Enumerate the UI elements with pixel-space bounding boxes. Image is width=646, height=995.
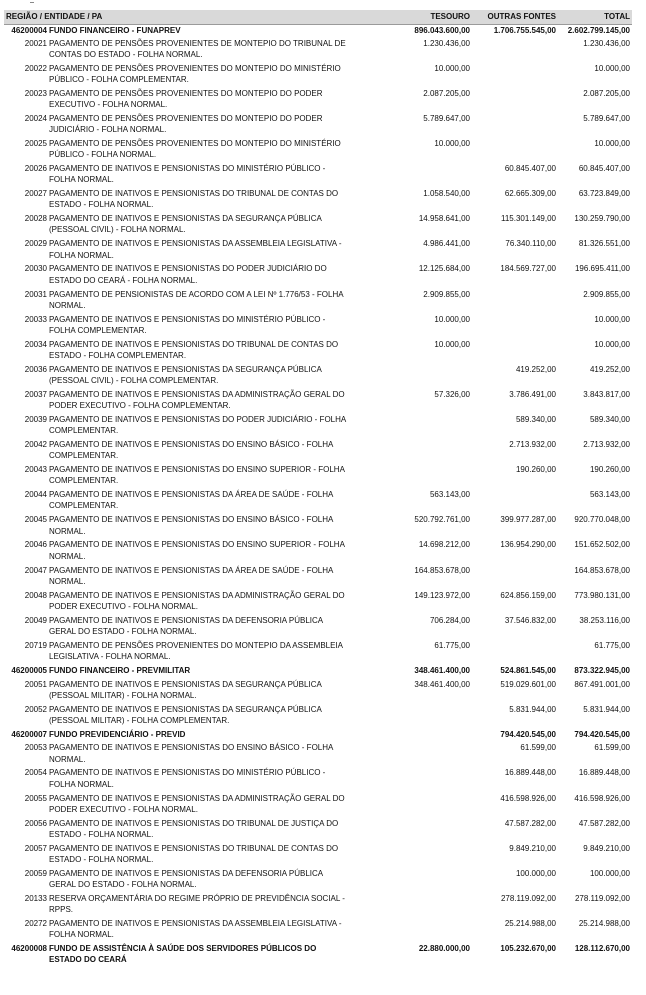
cell-code: 46200008 (11, 944, 47, 954)
cell-outras-fontes: 794.420.545,00 (500, 729, 556, 739)
cell-outras-fontes: 61.599,00 (520, 743, 556, 753)
cell-outras-fontes: 399.977.287,00 (500, 515, 556, 525)
cell-outras-fontes: 76.340.110,00 (505, 239, 556, 249)
cell-code: 20133 (24, 893, 47, 903)
cell-tesouro (350, 767, 472, 792)
cell-total: 196.695.411,00 (574, 264, 630, 274)
cell-outras-fontes: 105.232.670,00 (500, 944, 556, 954)
cell-code: 20044 (24, 490, 47, 500)
cell-outras-fontes: 9.849.210,00 (509, 843, 556, 853)
cell-description: PAGAMENTO DE INATIVOS E PENSIONISTAS DA SEGURANÇA PÚBLICA (PESSOAL MILITAR) - FOLHA NORMAL. (49, 679, 322, 700)
table-row (4, 514, 632, 539)
cell-total: 794.420.545,00 (574, 729, 630, 739)
cell-total: 867.491.001,00 (574, 679, 630, 689)
table-row (4, 742, 632, 767)
cell-code: 20043 (24, 465, 47, 475)
cell-code: 20045 (24, 515, 47, 525)
cell-tesouro: 149.123.972,00 (414, 590, 470, 600)
cell-total: 5.831.944,00 (583, 704, 630, 714)
cell-description: PAGAMENTO DE INATIVOS E PENSIONISTAS DA ASSEMBLEIA LEGISLATIVA - FOLHA NORMAL. (49, 239, 342, 260)
cell-code: 20047 (24, 565, 47, 575)
cell-tesouro: 2.087.205,00 (423, 88, 470, 98)
table-row (4, 389, 632, 414)
cell-tesouro: 57.326,00 (434, 389, 470, 399)
cell-total: 9.849.210,00 (583, 843, 630, 853)
cell-outras-fontes: 190.260,00 (515, 465, 556, 475)
cell-total: 128.112.670,00 (574, 944, 630, 954)
cell-total: 10.000,00 (594, 314, 630, 324)
cell-code: 20022 (24, 63, 47, 73)
cell-outras-fontes: 278.119.092,00 (500, 893, 556, 903)
cell-outras-fontes: 184.569.727,00 (500, 264, 556, 274)
cell-total: 60.845.407,00 (578, 164, 630, 174)
cell-code: 20021 (24, 38, 47, 48)
cell-description: PAGAMENTO DE INATIVOS E PENSIONISTAS DO ENSINO BÁSICO - FOLHA NORMAL. (49, 515, 333, 536)
cell-tesouro (350, 918, 472, 943)
table-row (4, 314, 632, 339)
cell-total: 61.775,00 (594, 640, 630, 650)
table-row (4, 113, 632, 138)
cell-description: PAGAMENTO DE INATIVOS E PENSIONISTAS DO MINISTÉRIO PÚBLICO - FOLHA COMPLEMENTAR. (49, 314, 326, 335)
cell-code: 20272 (24, 918, 47, 928)
cell-outras-fontes (472, 63, 558, 88)
cell-total: 563.143,00 (589, 490, 630, 500)
cell-total: 873.322.945,00 (574, 665, 630, 675)
cell-description: PAGAMENTO DE INATIVOS E PENSIONISTAS DA SEGURANÇA PÚBLICA (PESSOAL CIVIL) - FOLHA NORMAL. (49, 214, 322, 235)
table-row (4, 793, 632, 818)
cell-outras-fontes (472, 339, 558, 364)
cell-outras-fontes (472, 489, 558, 514)
cell-total: 589.340,00 (589, 415, 630, 424)
cell-total: 25.214.988,00 (578, 918, 630, 928)
cell-tesouro: 10.000,00 (434, 138, 470, 148)
cell-tesouro (350, 464, 472, 489)
cell-code: 46200004 (11, 25, 47, 35)
cell-tesouro (350, 163, 472, 188)
cell-outras-fontes (472, 314, 558, 339)
table-row (4, 263, 632, 288)
cell-description: PAGAMENTO DE INATIVOS E PENSIONISTAS DO TRIBUNAL DE CONTAS DO ESTADO - FOLHA COMPLEMENTAR. (49, 339, 339, 360)
table-row (4, 767, 632, 792)
cell-description: PAGAMENTO DE INATIVOS E PENSIONISTAS DO PODER JUDICIÁRIO - FOLHA COMPLEMENTAR. (49, 415, 346, 436)
cell-total: 190.260,00 (589, 465, 630, 475)
cell-total: 920.770.048,00 (574, 515, 630, 525)
cell-description: PAGAMENTO DE INATIVOS E PENSIONISTAS DA DEFENSORIA PÚBLICA GERAL DO ESTADO - FOLHA NORMAL. (49, 868, 323, 889)
cell-code: 20027 (24, 189, 47, 199)
cell-outras-fontes (472, 38, 558, 63)
cell-outras-fontes: 115.301.149,00 (500, 214, 556, 224)
table-row (4, 489, 632, 514)
cell-code: 20028 (24, 214, 47, 224)
cell-total: 5.789.647,00 (583, 113, 630, 123)
cell-code: 20049 (24, 615, 47, 625)
cell-total: 10.000,00 (594, 339, 630, 349)
cell-code: 20053 (24, 743, 47, 753)
table-row (4, 818, 632, 843)
cell-tesouro (350, 364, 472, 389)
cell-tesouro (350, 818, 472, 843)
cell-outras-fontes: 1.706.755.545,00 (493, 25, 556, 35)
cell-total: 419.252,00 (589, 364, 630, 374)
cell-code: 20042 (24, 440, 47, 450)
cell-outras-fontes: 589.340,00 (515, 415, 556, 424)
cell-code: 20059 (24, 868, 47, 878)
cell-description: PAGAMENTO DE INATIVOS E PENSIONISTAS DA ADMINISTRAÇÃO GERAL DO PODER EXECUTIVO - FOLHA NORMAL. (49, 793, 345, 814)
table-row (4, 640, 632, 665)
cell-description: PAGAMENTO DE INATIVOS E PENSIONISTAS DA SEGURANÇA PÚBLICA (PESSOAL CIVIL) - FOLHA COMPLEMENTAR. (49, 364, 322, 386)
cell-total: 81.326.551,00 (578, 239, 630, 249)
cell-description: PAGAMENTO DE INATIVOS E PENSIONISTAS DO PODER JUDICIÁRIO DO ESTADO DO CEARÁ - FOLHA NORMAL. (49, 264, 327, 285)
cell-outras-fontes: 100.000,00 (515, 868, 556, 878)
cell-outras-fontes: 62.665.309,00 (504, 189, 556, 199)
cell-description: PAGAMENTO DE PENSÕES PROVENIENTES DO MONTEPIO DO MINISTÉRIO PÚBLICO - FOLHA NORMAL. (49, 138, 341, 160)
cell-code: 20036 (24, 364, 47, 374)
entity-row (4, 665, 632, 679)
table-row (4, 364, 632, 389)
cell-tesouro: 520.792.761,00 (414, 515, 470, 525)
cell-outras-fontes (472, 138, 558, 163)
cell-tesouro (350, 414, 472, 439)
cell-total: 16.889.448,00 (578, 768, 630, 778)
cell-description: PAGAMENTO DE INATIVOS E PENSIONISTAS DO ENSINO SUPERIOR - FOLHA COMPLEMENTAR. (49, 465, 345, 486)
table-row (4, 38, 632, 63)
table-row (4, 439, 632, 464)
cell-code: 20024 (24, 113, 47, 123)
table-row (4, 590, 632, 615)
cell-tesouro: 61.775,00 (434, 640, 470, 650)
cell-total: 773.980.131,00 (574, 590, 630, 600)
cell-description: PAGAMENTO DE INATIVOS E PENSIONISTAS DO ENSINO SUPERIOR - FOLHA NORMAL. (49, 540, 345, 561)
table-row (4, 918, 632, 943)
cell-tesouro (350, 729, 472, 743)
cell-description: PAGAMENTO DE PENSÕES PROVENIENTES DO MONTEPIO DO PODER JUDICIÁRIO - FOLHA NORMAL. (49, 113, 323, 135)
cell-tesouro: 10.000,00 (434, 63, 470, 73)
cell-tesouro (350, 793, 472, 818)
table-row (4, 339, 632, 364)
cell-outras-fontes: 16.889.448,00 (504, 768, 556, 778)
table-row (4, 539, 632, 564)
cell-description: PAGAMENTO DE INATIVOS E PENSIONISTAS DO ENSINO BÁSICO - FOLHA NORMAL. (49, 743, 333, 764)
column-header-total: TOTAL (558, 10, 632, 24)
cell-outras-fontes (472, 289, 558, 314)
cell-tesouro: 1.230.436,00 (423, 38, 470, 48)
cell-description: PAGAMENTO DE INATIVOS E PENSIONISTAS DA DEFENSORIA PÚBLICA GERAL DO ESTADO - FOLHA NORMAL. (49, 615, 323, 636)
cell-total: 2.713.932,00 (583, 440, 630, 450)
cell-tesouro (350, 868, 472, 893)
cell-description: PAGAMENTO DE PENSÕES PROVENIENTES DO MONTEPIO DO PODER EXECUTIVO - FOLHA NORMAL. (49, 88, 323, 109)
cell-tesouro (350, 843, 472, 868)
table-row (4, 138, 632, 163)
table-row (4, 843, 632, 868)
cell-code: 20030 (24, 264, 47, 274)
cell-outras-fontes: 3.786.491,00 (509, 389, 556, 399)
cell-description: PAGAMENTO DE INATIVOS E PENSIONISTAS DO TRIBUNAL DE JUSTIÇA DO ESTADO - FOLHA NORMAL. (49, 818, 339, 839)
entity-row (4, 729, 632, 743)
cell-code: 20051 (24, 679, 47, 689)
cell-code: 20057 (24, 843, 47, 853)
cell-outras-fontes (472, 88, 558, 113)
cell-description: PAGAMENTO DE INATIVOS E PENSIONISTAS DO TRIBUNAL DE CONTAS DO ESTADO - FOLHA NORMAL. (49, 843, 339, 864)
cell-outras-fontes: 2.713.932,00 (509, 440, 556, 450)
cell-outras-fontes (472, 565, 558, 590)
cell-description: PAGAMENTO DE INATIVOS E PENSIONISTAS DA ASSEMBLEIA LEGISLATIVA - FOLHA NORMAL. (49, 918, 342, 940)
table-row (4, 63, 632, 88)
cell-tesouro: 896.043.600,00 (414, 25, 470, 35)
cell-tesouro: 2.909.855,00 (423, 289, 470, 299)
cell-description: RESERVA ORÇAMENTÁRIA DO REGIME PRÓPRIO DE PREVIDÊNCIA SOCIAL - RPPS. (49, 893, 345, 915)
table-row (4, 163, 632, 188)
cell-outras-fontes (472, 640, 558, 665)
table-row (4, 868, 632, 893)
cell-tesouro: 10.000,00 (434, 314, 470, 324)
cell-tesouro (350, 439, 472, 464)
cell-code: 46200007 (11, 729, 47, 739)
cell-code: 20039 (24, 415, 47, 424)
table-row (4, 289, 632, 314)
cell-tesouro: 164.853.678,00 (414, 565, 470, 575)
column-header-tesouro: TESOURO (350, 10, 472, 24)
cell-total: 2.087.205,00 (583, 88, 630, 98)
cell-outras-fontes: 37.546.832,00 (504, 615, 556, 625)
cell-code: 20056 (24, 818, 47, 828)
cell-tesouro: 348.461.400,00 (414, 679, 470, 689)
column-header-outras-fontes: OUTRAS FONTES (472, 10, 558, 24)
cell-code: 20055 (24, 793, 47, 803)
cell-outras-fontes: 524.861.545,00 (500, 665, 556, 675)
cell-outras-fontes (472, 113, 558, 138)
cell-code: 20023 (24, 88, 47, 98)
cell-code: 20034 (24, 339, 47, 349)
cell-description: PAGAMENTO DE INATIVOS E PENSIONISTAS DO ENSINO BÁSICO - FOLHA COMPLEMENTAR. (49, 440, 333, 461)
cell-code: 46200005 (11, 665, 47, 675)
table-row (4, 188, 632, 213)
cell-outras-fontes: 136.954.290,00 (500, 540, 556, 550)
table-header (4, 10, 632, 24)
cell-description: PAGAMENTO DE INATIVOS E PENSIONISTAS DO MINISTÉRIO PÚBLICO - FOLHA NORMAL. (49, 164, 326, 185)
cell-description: FUNDO PREVIDENCIÁRIO - PREVID (49, 729, 186, 739)
table-row (4, 213, 632, 238)
cell-code: 20046 (24, 540, 47, 550)
table-row (4, 704, 632, 729)
cell-total: 10.000,00 (594, 138, 630, 148)
cell-description: PAGAMENTO DE PENSÕES PROVENIENTES DE MONTEPIO DO TRIBUNAL DE CONTAS DO ESTADO - FOLHA NORMAL. (49, 38, 346, 59)
cell-code: 20026 (24, 164, 47, 174)
cell-code: 20052 (24, 704, 47, 714)
cell-tesouro: 1.058.540,00 (423, 189, 470, 199)
cell-code: 20037 (24, 389, 47, 399)
cell-total: 47.587.282,00 (578, 818, 630, 828)
cell-code: 20029 (24, 239, 47, 249)
cell-tesouro: 12.125.684,00 (418, 264, 470, 274)
page-top-mark (30, 2, 34, 3)
cell-tesouro: 22.880.000,00 (418, 944, 470, 954)
cell-total: 10.000,00 (594, 63, 630, 73)
cell-tesouro: 706.284,00 (429, 615, 470, 625)
cell-tesouro (350, 704, 472, 729)
cell-description: PAGAMENTO DE INATIVOS E PENSIONISTAS DA ÁREA DE SAÚDE - FOLHA COMPLEMENTAR. (49, 490, 333, 511)
cell-outras-fontes: 5.831.944,00 (509, 704, 556, 714)
cell-tesouro (350, 893, 472, 918)
column-header-region: REGIÃO / ENTIDADE / PA (4, 10, 350, 24)
cell-outras-fontes: 419.252,00 (515, 364, 556, 374)
cell-total: 130.259.790,00 (574, 214, 630, 224)
cell-tesouro: 4.986.441,00 (423, 239, 470, 249)
cell-tesouro: 14.958.641,00 (418, 214, 470, 224)
cell-total: 100.000,00 (589, 868, 630, 878)
cell-total: 3.843.817,00 (583, 389, 630, 399)
cell-total: 63.723.849,00 (578, 189, 630, 199)
cell-total: 151.652.502,00 (574, 540, 630, 550)
cell-tesouro: 348.461.400,00 (414, 665, 470, 675)
cell-code: 20033 (24, 314, 47, 324)
cell-description: PAGAMENTO DE INATIVOS E PENSIONISTAS DO TRIBUNAL DE CONTAS DO ESTADO - FOLHA NORMAL. (49, 189, 339, 210)
table-row (4, 565, 632, 590)
cell-total: 2.909.855,00 (583, 289, 630, 299)
cell-code: 20048 (24, 590, 47, 600)
cell-code: 20054 (24, 768, 47, 778)
table-row (4, 238, 632, 263)
cell-code: 20025 (24, 138, 47, 148)
cell-code: 20719 (24, 640, 47, 650)
cell-outras-fontes: 416.598.926,00 (500, 793, 556, 803)
cell-outras-fontes: 60.845.407,00 (504, 164, 556, 174)
cell-total: 164.853.678,00 (574, 565, 630, 575)
cell-description: PAGAMENTO DE INATIVOS E PENSIONISTAS DA ÁREA DE SAÚDE - FOLHA NORMAL. (49, 565, 333, 586)
cell-description: FUNDO FINANCEIRO - PREVMILITAR (49, 665, 191, 675)
cell-tesouro: 563.143,00 (429, 490, 470, 500)
cell-outras-fontes: 25.214.988,00 (504, 918, 556, 928)
cell-outras-fontes: 624.856.159,00 (500, 590, 556, 600)
budget-table (4, 10, 632, 968)
table-row (4, 88, 632, 113)
cell-total: 2.602.799.145,00 (567, 25, 630, 35)
entity-row (4, 24, 632, 38)
table-row (4, 615, 632, 640)
table-row (4, 414, 632, 439)
cell-total: 278.119.092,00 (574, 893, 630, 903)
table-row (4, 893, 632, 918)
entity-row (4, 943, 632, 968)
table-row (4, 679, 632, 704)
cell-tesouro (350, 742, 472, 767)
cell-outras-fontes: 47.587.282,00 (504, 818, 556, 828)
cell-code: 20031 (24, 289, 47, 299)
cell-total: 61.599,00 (594, 743, 630, 753)
cell-description: PAGAMENTO DE PENSÕES PROVENIENTES DO MONTEPIO DA ASSEMBLEIA LEGISLATIVA - FOLHA NORMAL. (49, 640, 343, 662)
cell-description: PAGAMENTO DE INATIVOS E PENSIONISTAS DA SEGURANÇA PÚBLICA (PESSOAL MILITAR) - FOLHA COMPLEMENTAR. (49, 704, 322, 725)
cell-tesouro: 5.789.647,00 (423, 113, 470, 123)
cell-total: 38.253.116,00 (579, 615, 630, 625)
table-body (4, 24, 632, 968)
cell-description: PAGAMENTO DE INATIVOS E PENSIONISTAS DA ADMINISTRAÇÃO GERAL DO PODER EXECUTIVO - FOLHA NORMAL. (49, 590, 345, 611)
cell-description: PAGAMENTO DE PENSÕES PROVENIENTES DO MONTEPIO DO MINISTÉRIO PÚBLICO - FOLHA COMPLEMENTAR. (49, 63, 341, 84)
cell-description: PAGAMENTO DE INATIVOS E PENSIONISTAS DA ADMINISTRAÇÃO GERAL DO PODER EXECUTIVO - FOLHA COMPLEMENTAR. (49, 389, 345, 411)
cell-tesouro: 14.698.212,00 (418, 540, 470, 550)
cell-description: FUNDO DE ASSISTÊNCIA À SAÚDE DOS SERVIDORES PÚBLICOS DO ESTADO DO CEARÁ (49, 944, 317, 965)
cell-total: 1.230.436,00 (583, 38, 630, 48)
cell-total: 416.598.926,00 (574, 793, 630, 803)
table-row (4, 464, 632, 489)
cell-description: PAGAMENTO DE INATIVOS E PENSIONISTAS DO MINISTÉRIO PÚBLICO - FOLHA NORMAL. (49, 768, 326, 789)
cell-description: FUNDO FINANCEIRO - FUNAPREV (49, 25, 181, 35)
cell-description: PAGAMENTO DE PENSIONISTAS DE ACORDO COM A LEI Nº 1.776/53 - FOLHA NORMAL. (49, 289, 344, 310)
cell-tesouro: 10.000,00 (434, 339, 470, 349)
cell-outras-fontes: 519.029.601,00 (500, 679, 556, 689)
